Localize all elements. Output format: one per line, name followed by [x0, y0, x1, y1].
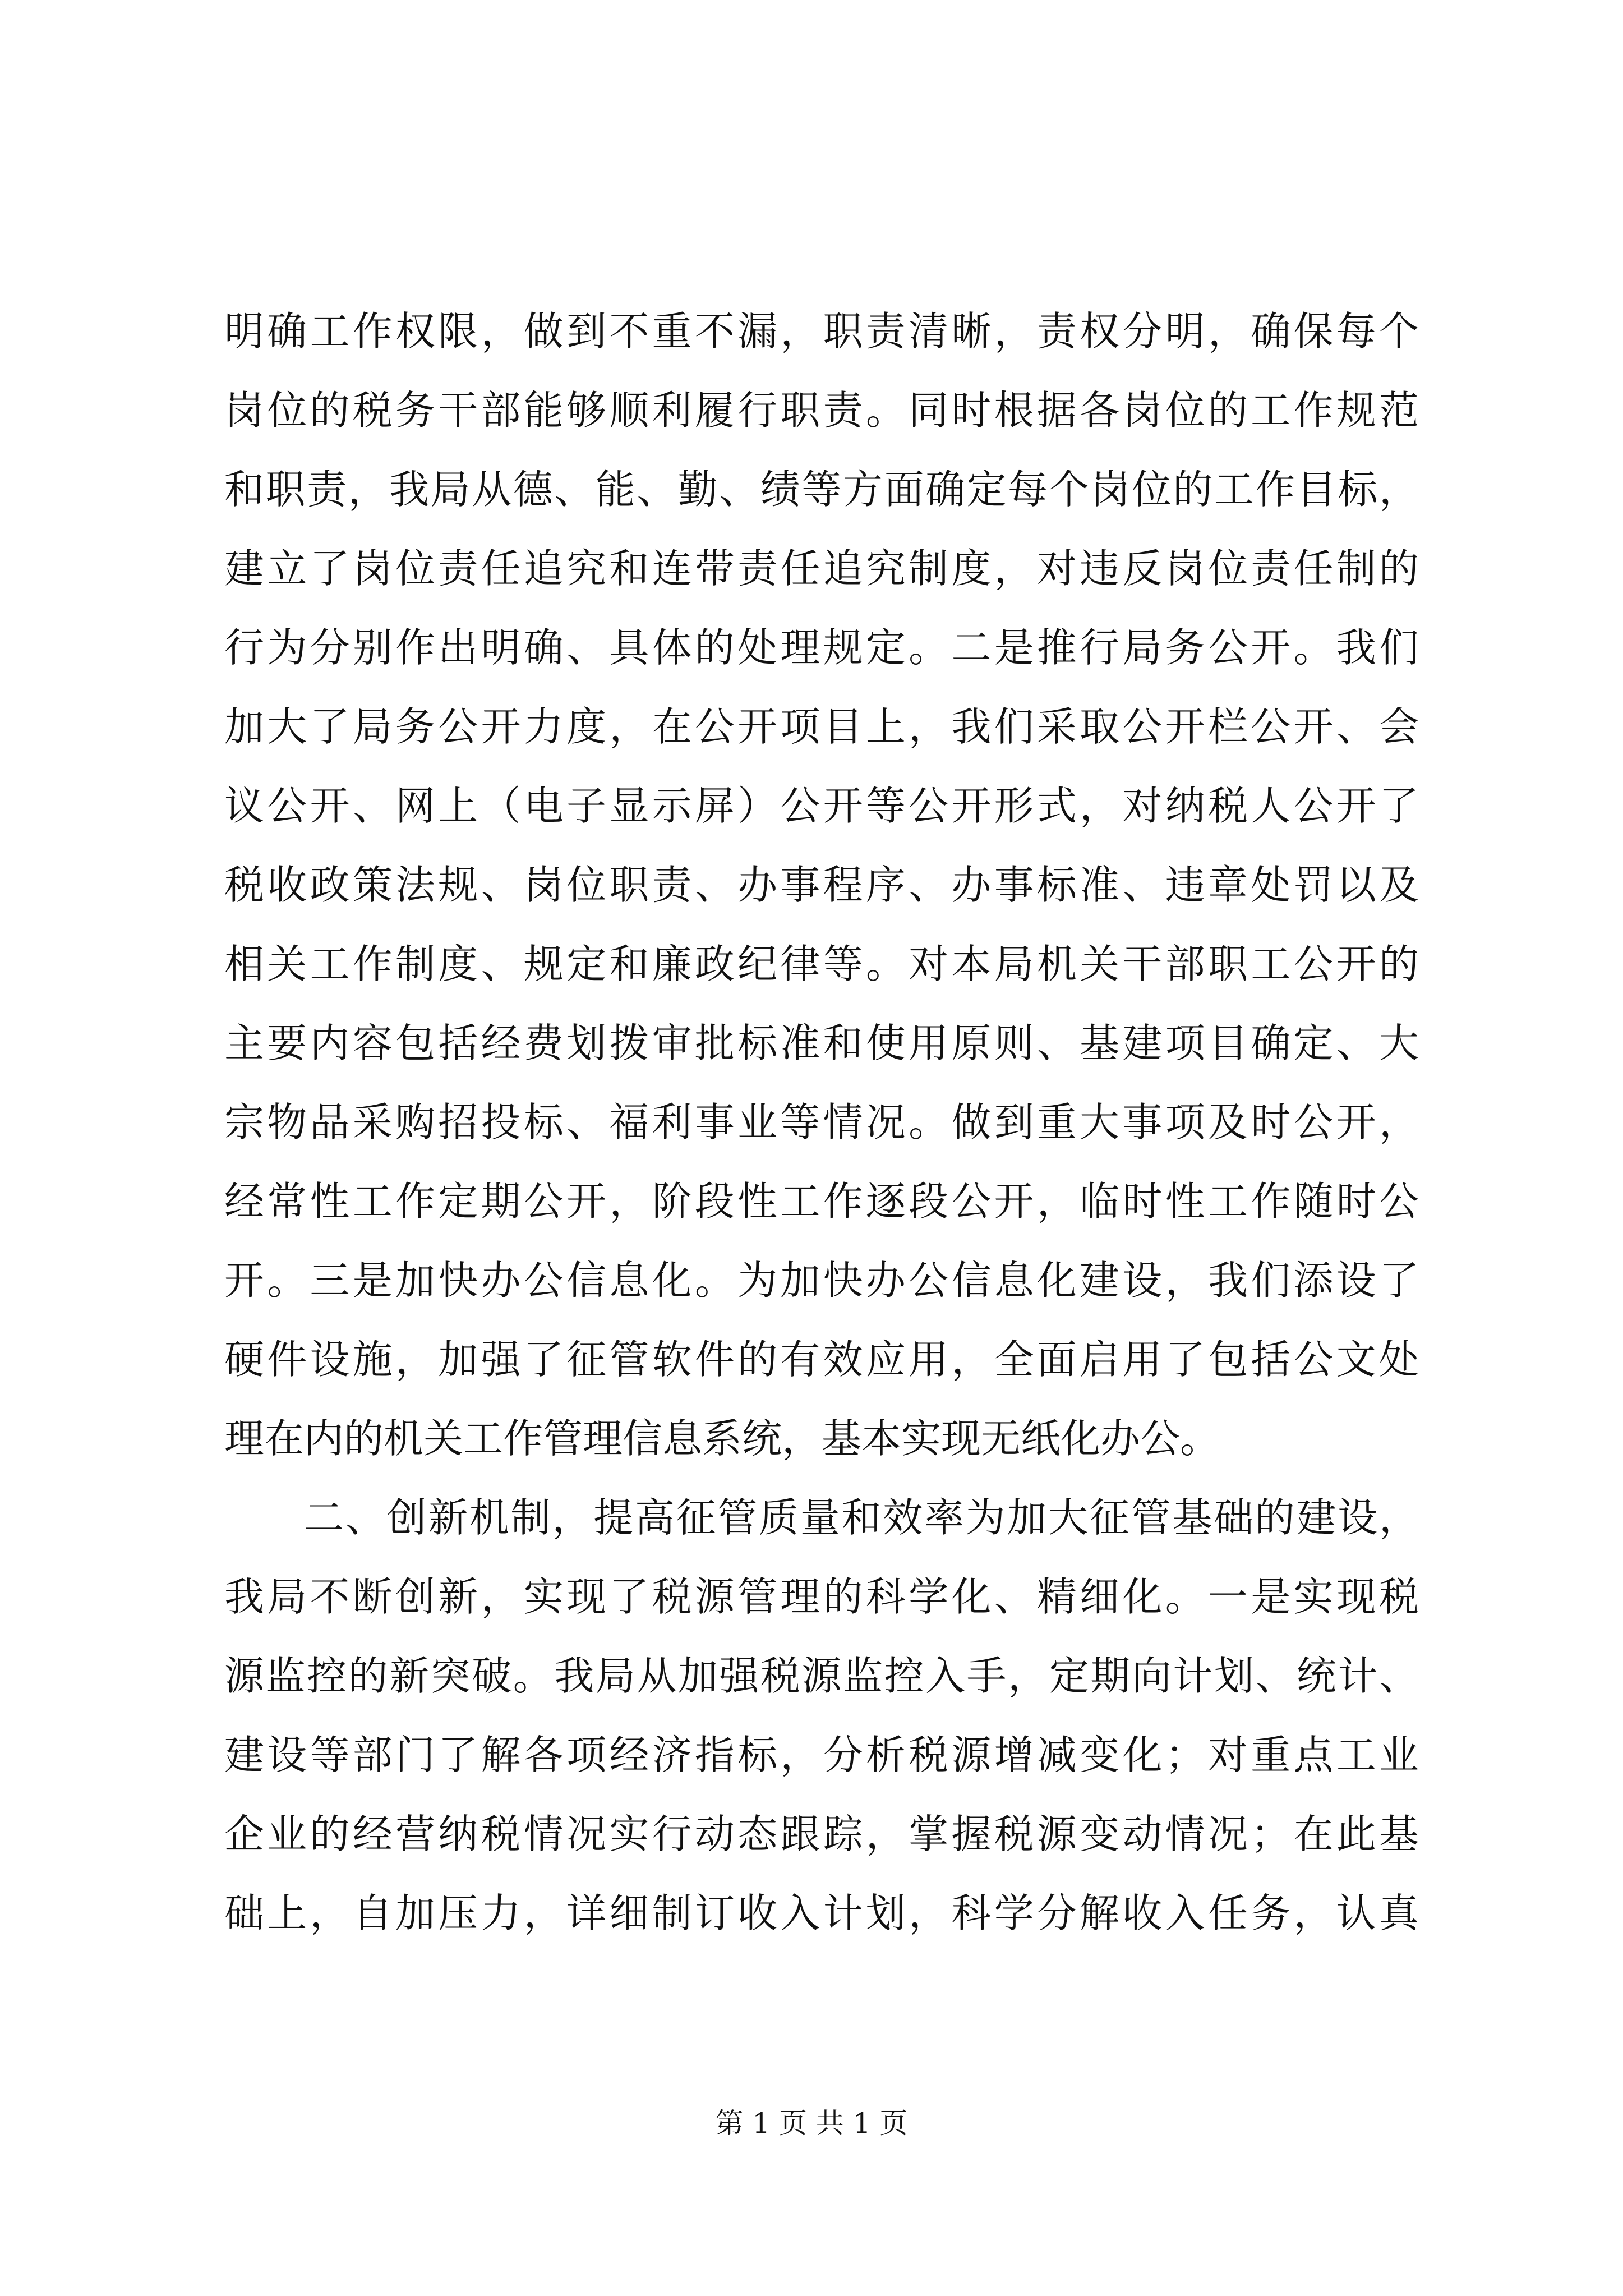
text-line: 加大了局务公开力度，在公开项目上，我们采取公开栏公开、会 — [224, 703, 1419, 750]
text-line: 建设等部门了解各项经济指标，分析税源增减变化；对重点工业 — [224, 1732, 1419, 1778]
text-line: 行为分别作出明确、具体的处理规定。二是推行局务公开。我们 — [224, 624, 1419, 671]
text-line: 议公开、网上（电子显示屏）公开等公开形式，对纳税人公开了 — [224, 783, 1419, 829]
page-number-footer: 第 1 页 共 1 页 — [715, 2107, 908, 2139]
text-line: 税收政策法规、岗位职责、办事程序、办事标准、违章处罚以及 — [224, 862, 1419, 908]
text-line: 明确工作权限，做到不重不漏，职责清晰，责权分明，确保每个 — [224, 308, 1419, 355]
text-line: 相关工作制度、规定和廉政纪律等。对本局机关干部职工公开的 — [224, 941, 1419, 987]
text-line: 我局不断创新，实现了税源管理的科学化、精细化。一是实现税 — [224, 1573, 1419, 1620]
document-body — [224, 292, 1419, 1953]
text-line: 建立了岗位责任追究和连带责任追究制度，对违反岗位责任制的 — [224, 545, 1419, 592]
text-line: 宗物品采购招投标、福利事业等情况。做到重大事项及时公开， — [224, 1099, 1419, 1145]
paragraph-start-line: 二、创新机制，提高征管质量和效率为加大征管基础的建设， — [304, 1494, 1419, 1541]
text-line: 硬件设施，加强了征管软件的有效应用，全面启用了包括公文处 — [224, 1336, 1419, 1383]
text-line: 企业的经营纳税情况实行动态跟踪，掌握税源变动情况；在此基 — [224, 1811, 1419, 1857]
text-line: 开。三是加快办公信息化。为加快办公信息化建设，我们添设了 — [224, 1257, 1419, 1304]
paragraph-end-line: 理在内的机关工作管理信息系统，基本实现无纸化办公。 — [224, 1415, 1220, 1462]
text-line: 础上，自加压力，详细制订收入计划，科学分解收入任务，认真 — [224, 1890, 1419, 1936]
text-line: 经常性工作定期公开，阶段性工作逐段公开，临时性工作随时公 — [224, 1178, 1419, 1225]
text-line: 和职责，我局从德、能、勤、绩等方面确定每个岗位的工作目标， — [224, 466, 1419, 513]
text-line: 源监控的新突破。我局从加强税源监控入手，定期向计划、统计、 — [224, 1653, 1419, 1699]
text-line: 岗位的税务干部能够顺利履行职责。同时根据各岗位的工作规范 — [224, 387, 1419, 434]
text-line: 主要内容包括经费划拨审批标准和使用原则、基建项目确定、大 — [224, 1020, 1419, 1066]
